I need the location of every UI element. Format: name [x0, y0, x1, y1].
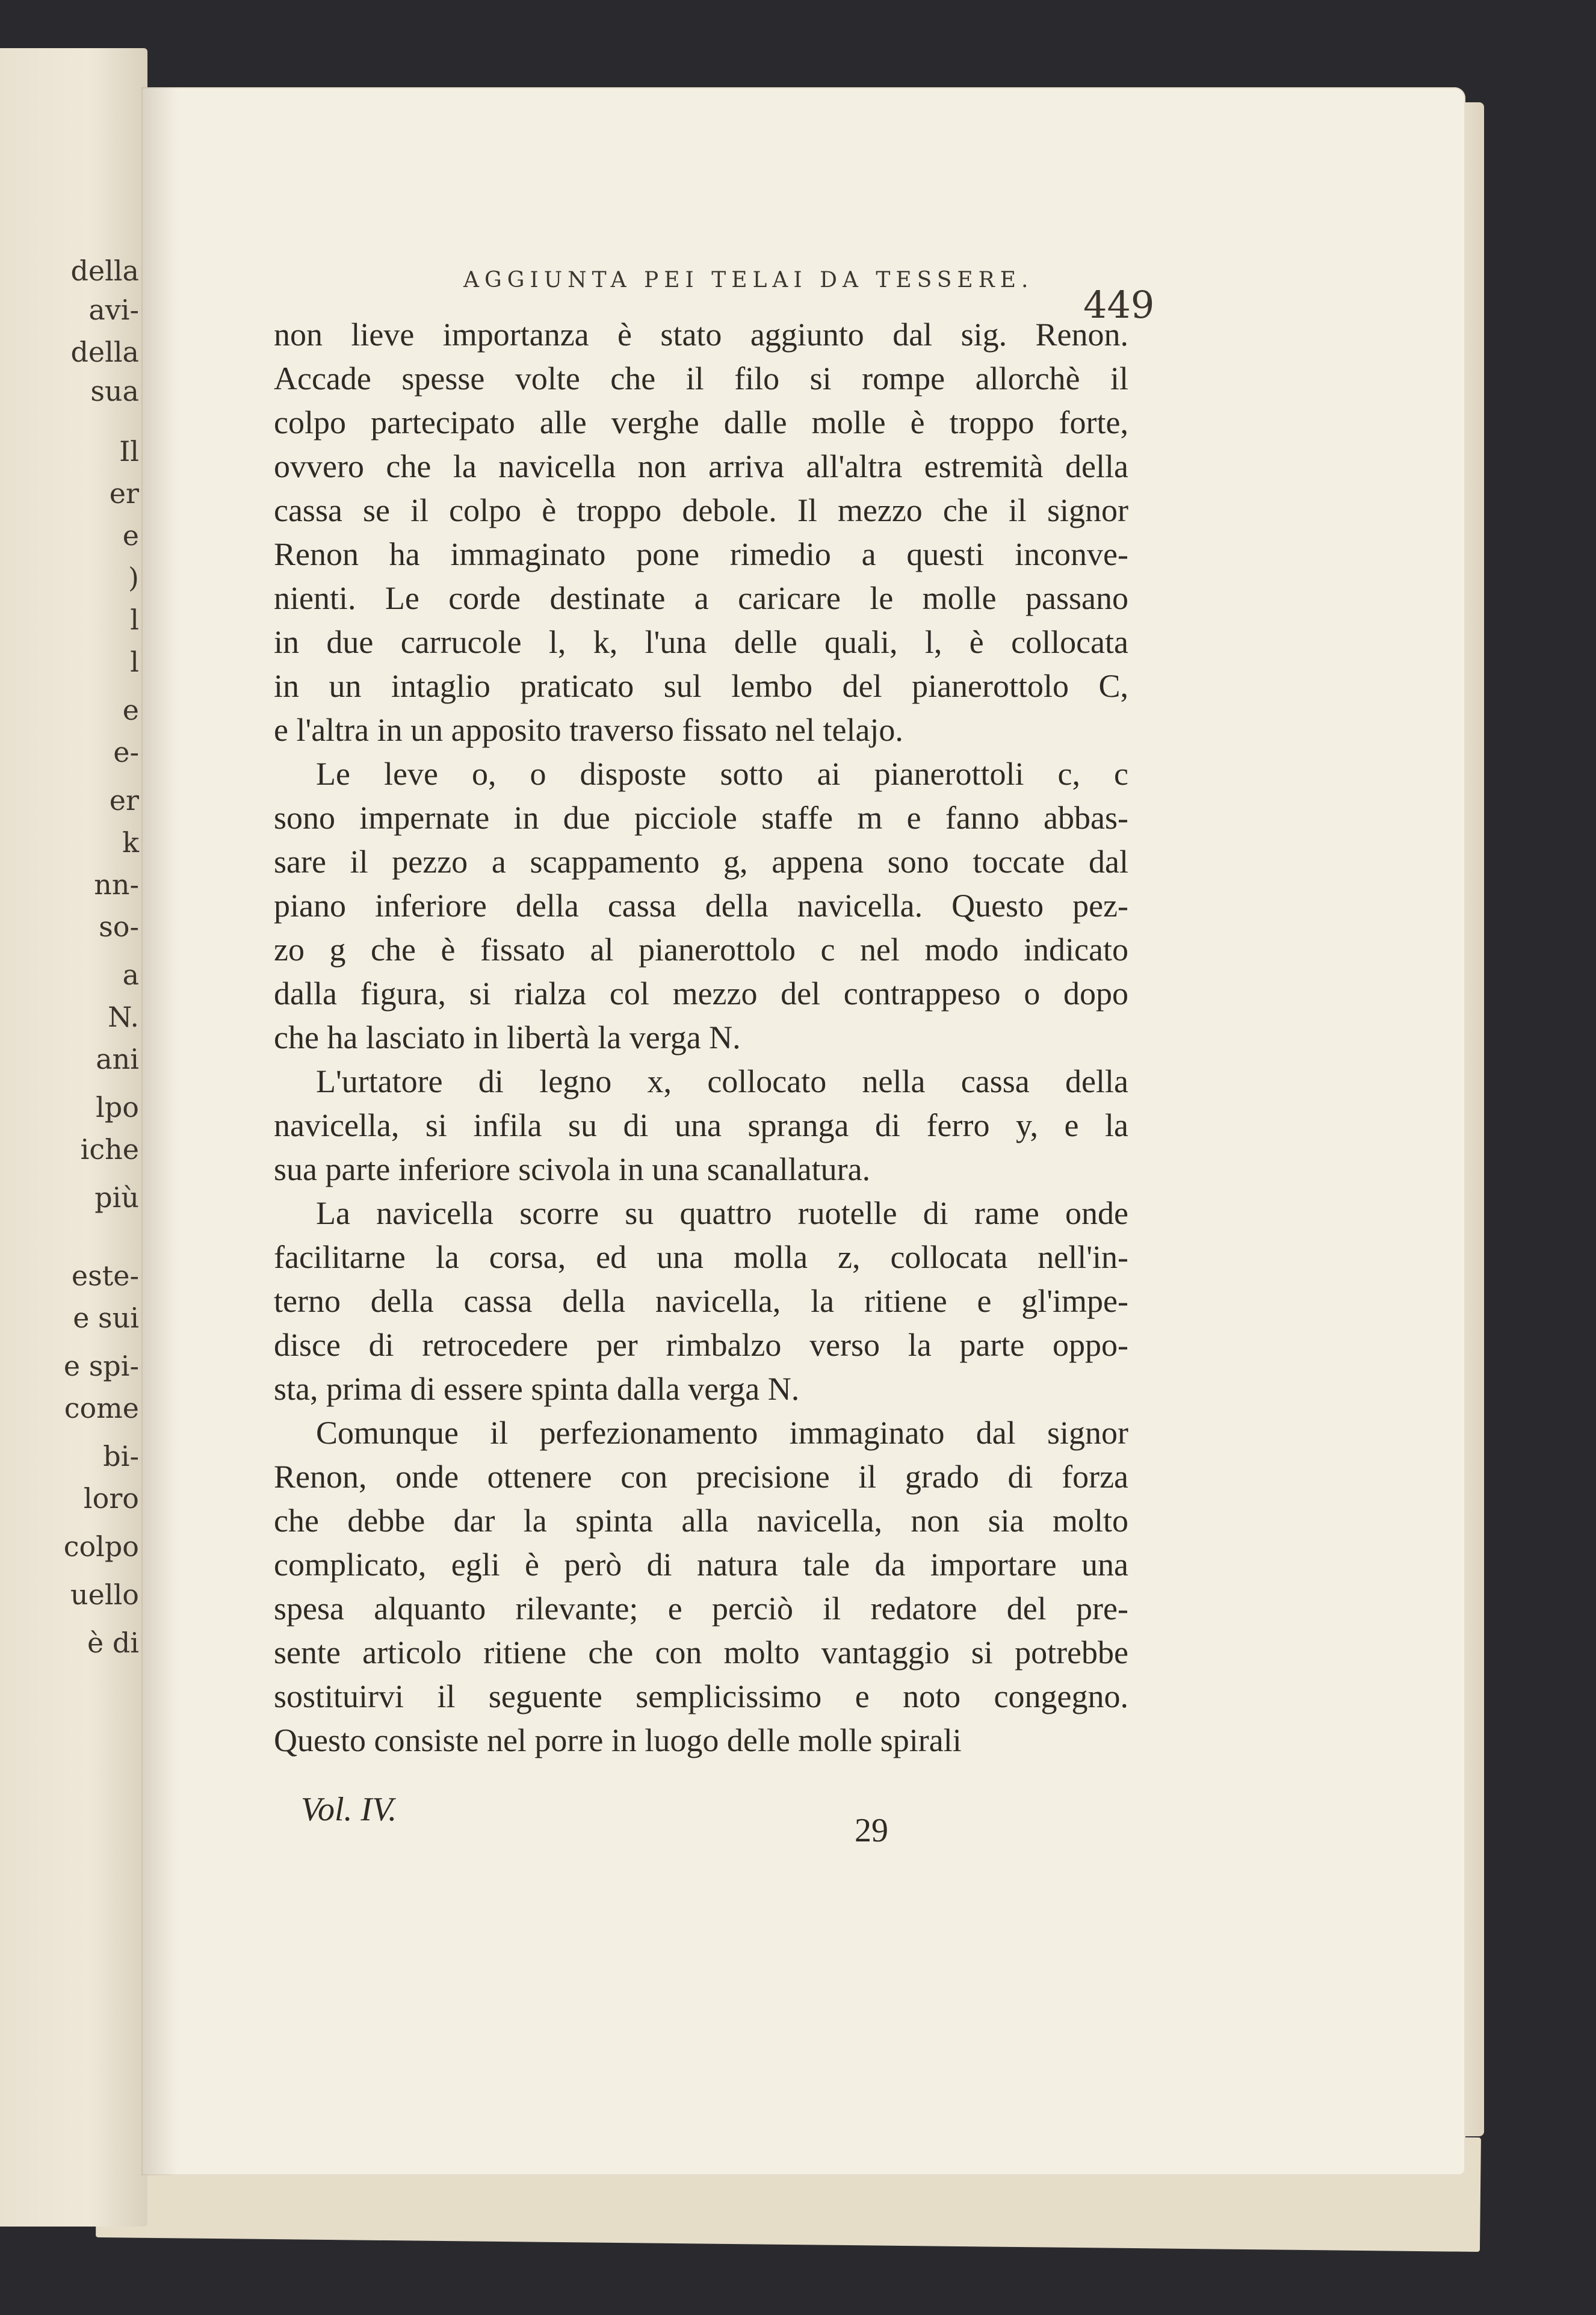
text-line: navicella, si infila su di una spranga di ferro y, e la — [274, 1107, 1128, 1143]
text-line: zo g che è fissato al pianerottolo c nel modo indicato — [274, 932, 1128, 968]
text-line: Comunque il perfezionamento immaginato dal signor — [316, 1415, 1128, 1451]
text-line: terno della cassa della navicella, la ritiene e gl'impe- — [274, 1283, 1128, 1319]
text-line: in un intaglio praticato sul lembo del pianerottolo C, — [274, 668, 1128, 704]
text-line: piano inferiore della cassa della navicella. Questo pez- — [274, 888, 1128, 924]
left-page-fragment: so- — [99, 910, 139, 943]
text-line: disce di retrocedere per rimbalzo verso la parte oppo- — [274, 1327, 1128, 1363]
left-page-fragment: Il — [119, 435, 139, 468]
text-line: spesa alquanto rilevante; e perciò il redatore del pre- — [274, 1590, 1128, 1627]
text-line: sente articolo ritiene che con molto vantaggio si potrebbe — [274, 1634, 1128, 1671]
text-line: facilitarne la corsa, ed una molla z, collocata nell'in- — [274, 1239, 1128, 1275]
left-page-fragment: nn- — [94, 868, 139, 901]
text-line: Le leve o, o disposte sotto ai pianerottoli c, c — [316, 756, 1128, 792]
text-line: e l'altra in un apposito traverso fissato nel telajo. — [274, 712, 903, 748]
left-page-fragment: e- — [113, 736, 139, 768]
text-line: sta, prima di essere spinta dalla verga N. — [274, 1371, 800, 1407]
text-line: che debbe dar la spinta alla navicella, non sia molto — [274, 1503, 1128, 1539]
text-line: L'urtatore di legno x, collocato nella cassa della — [316, 1063, 1128, 1099]
left-page-fragment: della — [70, 255, 139, 287]
left-page-fragment: come — [64, 1392, 139, 1424]
signature-mark: 29 — [855, 1812, 888, 1849]
left-page-fragment: este- — [71, 1259, 139, 1292]
left-page-fragment: bi- — [103, 1440, 139, 1473]
left-page-fragment: ani — [96, 1043, 139, 1075]
volume-mark: Vol. IV. — [301, 1791, 397, 1828]
left-page-fragment: N. — [108, 1001, 139, 1033]
text-line: Renon ha immaginato pone rimedio a questi inconve- — [274, 536, 1128, 572]
gutter-shadow — [141, 87, 178, 2175]
text-line: non lieve importanza è stato aggiunto dal sig. Renon. — [274, 317, 1128, 353]
text-line: complicato, egli è però di natura tale da importare una — [274, 1547, 1128, 1583]
left-page-fragment: colpo — [63, 1530, 139, 1563]
text-line: Renon, onde ottenere con precisione il grado di forza — [274, 1459, 1128, 1495]
left-page-fragment: ) — [128, 561, 139, 594]
left-page-fragment: e — [122, 519, 139, 552]
left-page-fragment: e — [122, 694, 139, 726]
left-page-fragment: iche — [80, 1133, 139, 1166]
left-page-fragment: e sui — [73, 1302, 139, 1334]
text-line: sostituirvi il seguente semplicissimo e noto congegno. — [274, 1678, 1128, 1714]
text-line: dalla figura, si rialza col mezzo del contrappeso o dopo — [274, 975, 1128, 1012]
left-page-fragment: loro — [83, 1482, 139, 1515]
left-page-fragment: lpo — [96, 1091, 139, 1124]
text-line: sua parte inferiore scivola in una scanallatura. — [274, 1151, 871, 1187]
left-page-fragment: k — [122, 826, 139, 859]
text-line: che ha lasciato in libertà la verga N. — [274, 1019, 741, 1056]
left-page-fragment: l — [130, 604, 139, 636]
text-line: La navicella scorre su quattro ruotelle di rame onde — [316, 1195, 1128, 1231]
left-page-fragment: uello — [70, 1578, 139, 1611]
left-page-fragment: a — [122, 959, 139, 991]
left-page-fragment: avi- — [88, 294, 139, 326]
running-title: AGGIUNTA PEI TELAI DA TESSERE. — [463, 268, 1034, 292]
left-page-fragment: sua — [90, 375, 139, 407]
left-page-fragment: er — [109, 477, 139, 510]
text-line: colpo partecipato alle verghe dalle molle è troppo forte, — [274, 404, 1128, 440]
left-page-fragment: e spi- — [63, 1350, 139, 1382]
text-line: sono impernate in due picciole staffe m e fanno abbas- — [274, 800, 1128, 836]
body-text — [274, 313, 1128, 1763]
left-page-fragment: più — [94, 1181, 139, 1214]
left-page-fragment: er — [109, 784, 139, 817]
left-page-fragment: è di — [87, 1627, 139, 1659]
text-line: nienti. Le corde destinate a caricare le molle passano — [274, 580, 1128, 616]
left-page-fragment: della — [70, 336, 139, 368]
text-line: Questo consiste nel porre in luogo delle molle spirali — [274, 1722, 962, 1758]
page-number: 449 — [1083, 283, 1155, 327]
left-page-fragment: l — [130, 646, 139, 678]
text-line: in due carrucole l, k, l'una delle quali, l, è collocata — [274, 624, 1128, 660]
text-line: sare il pezzo a scappamento g, appena sono toccate dal — [274, 844, 1128, 880]
left-page — [0, 48, 147, 2227]
text-line: ovvero che la navicella non arriva all'altra estremità della — [274, 448, 1128, 484]
text-line: Accade spesse volte che il filo si rompe allorchè il — [274, 360, 1128, 397]
text-line: cassa se il colpo è troppo debole. Il mezzo che il signor — [274, 492, 1128, 528]
